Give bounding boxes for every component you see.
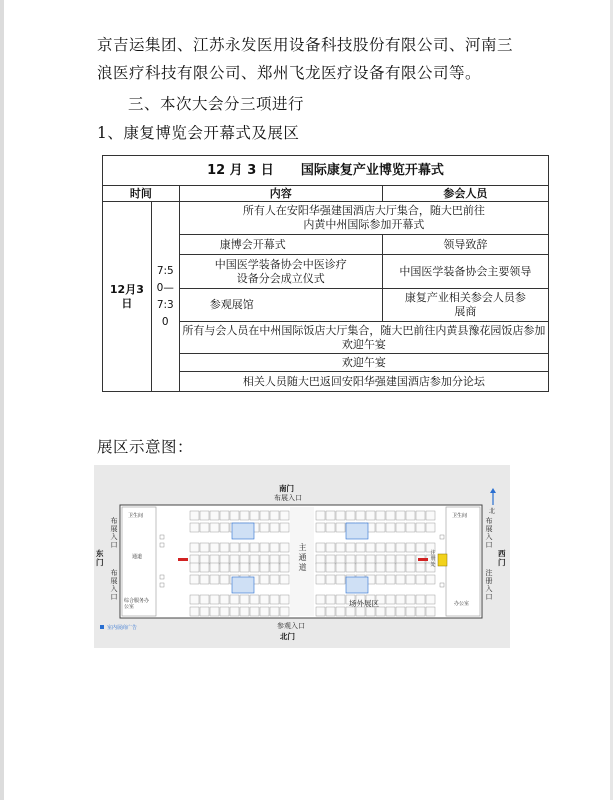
booth: [336, 595, 345, 604]
booth: [396, 575, 405, 584]
booth: [386, 575, 395, 584]
booth: [200, 563, 209, 572]
compass-label: 北: [489, 508, 496, 515]
booth: [366, 543, 375, 552]
row-1-people: 领导致辞: [382, 235, 548, 255]
booth: [190, 523, 199, 532]
schedule-time: [151, 202, 179, 392]
row-3-content: 参观展馆: [179, 289, 382, 322]
booth: [210, 575, 219, 584]
booth: [426, 575, 435, 584]
booth: [376, 511, 385, 520]
booth: [270, 607, 279, 616]
booth: [356, 563, 365, 572]
booth: [230, 607, 239, 616]
feature-block: [232, 523, 254, 539]
booth: [396, 555, 405, 564]
schedule-title-row: [103, 156, 549, 186]
booth: [326, 595, 335, 604]
booth: [200, 555, 209, 564]
booth: [240, 511, 249, 520]
booth: [336, 543, 345, 552]
booth: [280, 563, 289, 572]
booth: [250, 563, 259, 572]
feature-block: [232, 577, 254, 593]
booth: [396, 543, 405, 552]
booth: [386, 595, 395, 604]
service-label: 综合服务办公室: [124, 598, 150, 610]
booth: [260, 607, 269, 616]
booth: [386, 511, 395, 520]
booth: [260, 575, 269, 584]
red-marker: [178, 558, 188, 561]
booth: [250, 511, 259, 520]
booth: [386, 543, 395, 552]
booth: [326, 543, 335, 552]
booth: [316, 555, 325, 564]
row-0-content: 所有人在安阳华强建国酒店大厅集合，随大巴前往内黄中州国际参加开幕式: [179, 202, 548, 235]
booth: [200, 575, 209, 584]
booth: [396, 563, 405, 572]
booth: [240, 543, 249, 552]
booth: [386, 607, 395, 616]
row-6-content: 相关人员随大巴返回安阳华强建国酒店参加分论坛: [179, 372, 548, 392]
booth: [316, 543, 325, 552]
booth: [190, 511, 199, 520]
schedule-row: [103, 202, 549, 235]
intro-line-1: 京吉运集团、江苏永发医用设备科技股份有限公司、河南三: [97, 36, 514, 54]
booth: [210, 543, 219, 552]
booth: [260, 595, 269, 604]
booth: [426, 511, 435, 520]
south-entry: 布展入口: [274, 494, 302, 502]
booth: [356, 555, 365, 564]
booth: [406, 543, 415, 552]
booth: [220, 543, 229, 552]
booth: [326, 511, 335, 520]
booth: [240, 555, 249, 564]
booth: [230, 563, 239, 572]
booth: [210, 555, 219, 564]
booth: [220, 555, 229, 564]
booth: [346, 555, 355, 564]
booth: [250, 607, 259, 616]
booth: [200, 543, 209, 552]
booth: [406, 555, 415, 564]
outdoor-area-label: 场外展区: [349, 599, 379, 608]
booth: [316, 595, 325, 604]
restroom-right: 卫生间: [452, 513, 468, 519]
booth: [230, 511, 239, 520]
booth: [270, 595, 279, 604]
booth: [210, 595, 219, 604]
office-label: 办公室: [454, 601, 470, 607]
page-edge-left: [0, 0, 4, 800]
north-gate: 北门: [280, 632, 295, 641]
booth: [210, 523, 219, 532]
booth: [190, 555, 199, 564]
west-entry-lower: 注册入口: [485, 569, 493, 601]
booth: [220, 511, 229, 520]
feature-block: [346, 523, 368, 539]
booth: [230, 543, 239, 552]
booth: [280, 543, 289, 552]
booth: [220, 595, 229, 604]
south-gate: 南门: [279, 484, 294, 493]
booth: [406, 607, 415, 616]
booth: [376, 523, 385, 532]
booth: [316, 575, 325, 584]
schedule-date: 12月3日: [103, 202, 152, 392]
booth: [250, 595, 259, 604]
booth: [406, 575, 415, 584]
item-heading: 1、康复博览会开幕式及展区: [97, 124, 300, 142]
booth: [200, 595, 209, 604]
row-2-content: 中国医学装备协会中医诊疗设备分会成立仪式: [179, 255, 382, 289]
booth: [240, 595, 249, 604]
booth: [396, 595, 405, 604]
booth: [280, 523, 289, 532]
booth: [336, 555, 345, 564]
booth: [260, 563, 269, 572]
booth: [416, 575, 425, 584]
booth: [406, 595, 415, 604]
booth: [416, 595, 425, 604]
booth: [270, 555, 279, 564]
booth: [416, 543, 425, 552]
schedule-table: [102, 155, 549, 392]
booth: [396, 511, 405, 520]
booth: [426, 607, 435, 616]
booth: [356, 511, 365, 520]
booth: [190, 575, 199, 584]
booth: [270, 563, 279, 572]
booth: [416, 607, 425, 616]
booth: [200, 511, 209, 520]
booth: [210, 607, 219, 616]
booth: [326, 523, 335, 532]
booth: [316, 563, 325, 572]
main-aisle-label: 主通道: [298, 543, 307, 572]
west-entry-upper: 布展入口: [485, 517, 493, 549]
booth: [280, 511, 289, 520]
booth: [190, 607, 199, 616]
feature-block: [346, 577, 368, 593]
booth: [316, 511, 325, 520]
ad-legend-label: 室内展商广告: [107, 625, 138, 631]
booth: [386, 523, 395, 532]
red-marker: [418, 558, 428, 561]
schedule-time-value: 7:50—7:30: [156, 264, 174, 328]
map-heading: 展区示意图：: [97, 438, 194, 456]
section-heading: 三、本次大会分三项进行: [128, 95, 305, 113]
booth: [190, 543, 199, 552]
booth: [336, 511, 345, 520]
booth: [366, 511, 375, 520]
booth: [366, 563, 375, 572]
booth: [270, 575, 279, 584]
booth: [200, 523, 209, 532]
booth: [396, 607, 405, 616]
west-gate: 西门: [498, 549, 506, 567]
booth: [270, 543, 279, 552]
booth: [416, 523, 425, 532]
row-3-people: 康复产业相关参会人员参展商: [382, 289, 548, 322]
booth: [386, 563, 395, 572]
booth: [386, 555, 395, 564]
booth: [230, 555, 239, 564]
row-1-content: 康博会开幕式: [179, 235, 382, 255]
booth: [190, 563, 199, 572]
restroom-left: 卫生间: [128, 513, 144, 519]
booth: [346, 563, 355, 572]
booth: [426, 523, 435, 532]
floor-map: [94, 465, 510, 648]
booth: [336, 523, 345, 532]
booth: [260, 543, 269, 552]
row-5-content: 欢迎午宴: [179, 354, 548, 372]
booth: [326, 575, 335, 584]
booth: [346, 543, 355, 552]
booth: [406, 523, 415, 532]
ad-legend-swatch: [100, 625, 104, 629]
booth: [220, 523, 229, 532]
booth: [426, 595, 435, 604]
booth: [406, 563, 415, 572]
booth: [260, 555, 269, 564]
header-time: 时间: [103, 186, 180, 202]
booth: [250, 543, 259, 552]
registration-desk: [438, 554, 447, 566]
schedule-header-row: [103, 186, 549, 202]
row-4-content: 所有与会人员在中州国际饭店大厅集合，随大巴前往内黄县豫花园饭店参加欢迎午宴: [179, 322, 548, 354]
booth: [220, 563, 229, 572]
booth: [220, 607, 229, 616]
booth: [356, 543, 365, 552]
booth: [336, 575, 345, 584]
intro-line-2: 浪医疗科技有限公司、郑州飞龙医疗设备有限公司等。: [97, 64, 482, 82]
registration-label: 注册处: [430, 550, 436, 568]
booth: [210, 511, 219, 520]
booth: [240, 563, 249, 572]
booth: [376, 555, 385, 564]
north-entry: 参观入口: [277, 622, 305, 630]
booth: [220, 575, 229, 584]
header-content: 内容: [179, 186, 382, 202]
booth: [416, 511, 425, 520]
booth: [240, 607, 249, 616]
booth: [376, 563, 385, 572]
channel-left: 通道: [132, 554, 143, 560]
east-entry-upper: 布展入口: [110, 517, 118, 549]
booth: [326, 555, 335, 564]
booth: [260, 511, 269, 520]
booth: [376, 543, 385, 552]
booth: [316, 607, 325, 616]
booth: [406, 511, 415, 520]
booth: [416, 563, 425, 572]
booth: [210, 563, 219, 572]
booth: [260, 523, 269, 532]
booth: [190, 595, 199, 604]
booth: [280, 607, 289, 616]
booth: [280, 595, 289, 604]
booth: [270, 511, 279, 520]
booth: [326, 607, 335, 616]
east-entry-lower: 布展入口: [110, 569, 118, 601]
header-people: 参会人员: [382, 186, 548, 202]
schedule-title: 12 月 3 日 国际康复产业博览开幕式: [103, 156, 549, 186]
booth: [336, 607, 345, 616]
booth: [250, 555, 259, 564]
booth: [366, 555, 375, 564]
booth: [280, 555, 289, 564]
booth: [396, 523, 405, 532]
booth: [230, 595, 239, 604]
row-2-people: 中国医学装备协会主要领导: [382, 255, 548, 289]
east-gate: 东门: [96, 549, 104, 567]
booth: [336, 563, 345, 572]
booth: [316, 523, 325, 532]
booth: [270, 523, 279, 532]
booth: [280, 575, 289, 584]
booth: [200, 607, 209, 616]
booth: [376, 575, 385, 584]
booth: [326, 563, 335, 572]
booth: [346, 511, 355, 520]
